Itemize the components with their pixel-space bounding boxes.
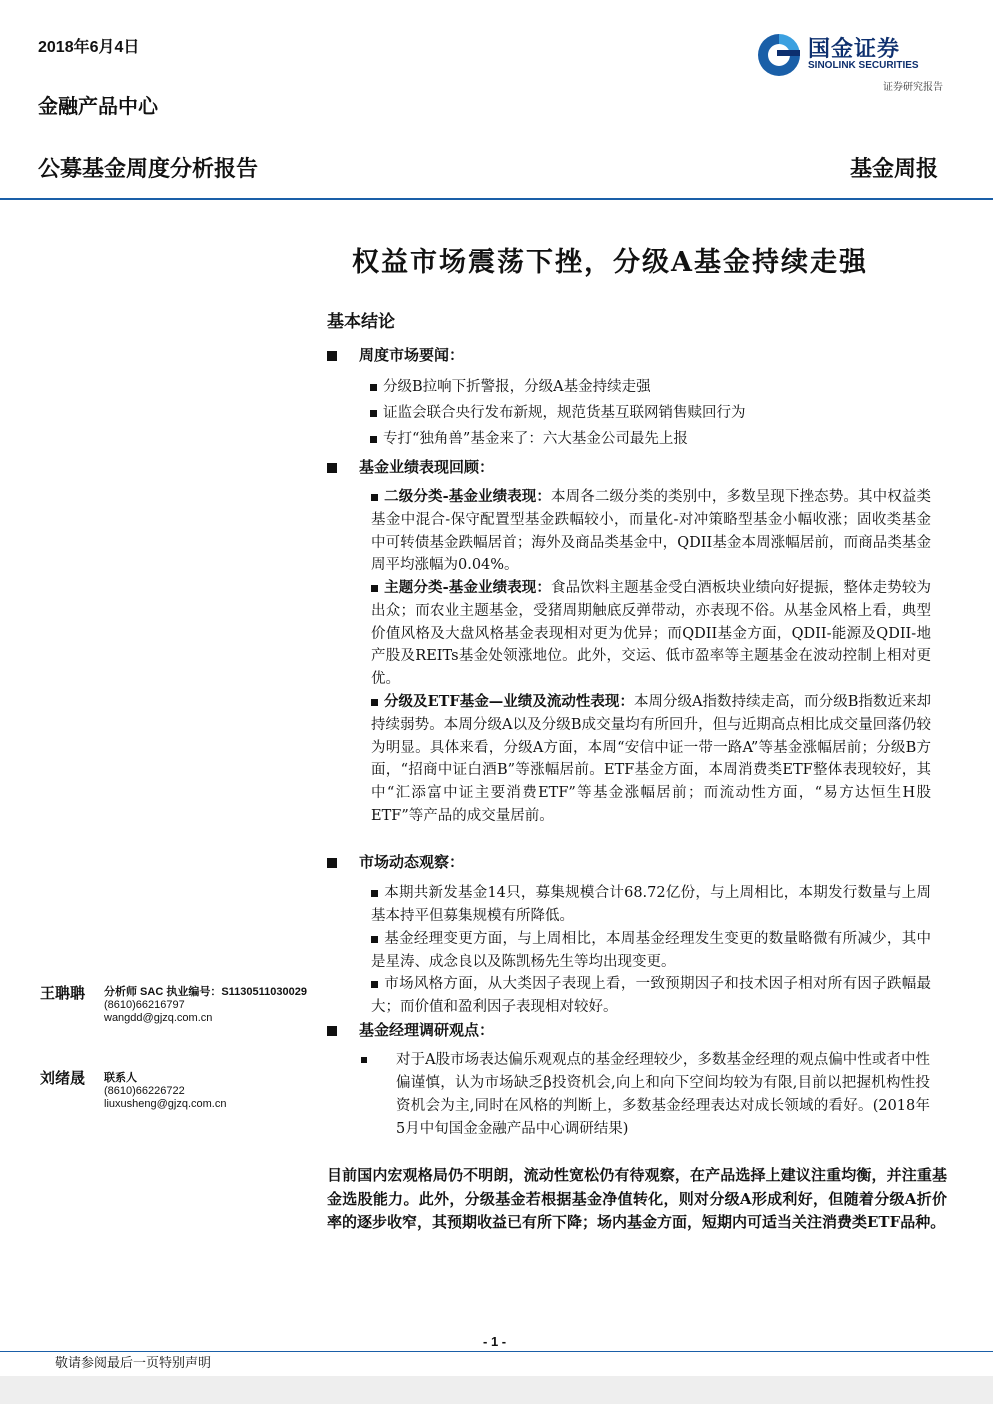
analyst-role: 分析师 SAC 执业编号：S1130511030029 [104, 986, 307, 998]
section-heading-manager: 基金经理调研观点： [327, 1019, 494, 1040]
list-item: 分级B拉响下折警报，分级A基金持续走强 [370, 375, 651, 396]
list-item: 本期共新发基金14只，募集规模合计68.72亿份，与上周相比，本期发行数量与上周基本持平但募集规模有所降低。 [371, 885, 931, 924]
page-number: - 1 - [483, 1334, 507, 1349]
logo-chinese-name: 国金证券 [808, 36, 901, 62]
basic-conclusion-label: 基本结论 [327, 312, 395, 332]
small-square-bullet-icon [361, 1057, 367, 1063]
sinolink-logo-icon [756, 32, 802, 78]
center-name: 金融产品中心 [38, 94, 158, 118]
logo-subtitle: 证券研究报告 [883, 82, 943, 93]
square-bullet-icon [327, 1026, 337, 1036]
header-divider [0, 198, 993, 200]
analyst-role: 联系人 [104, 1072, 137, 1084]
section-heading-performance: 基金业绩表现回顾： [327, 456, 494, 477]
small-square-bullet-icon [371, 981, 378, 988]
small-square-bullet-icon [371, 585, 378, 592]
square-bullet-icon [327, 351, 337, 361]
analyst-email[interactable]: wangdd@gjzq.com.cn [104, 1012, 213, 1024]
list-item: 市场风格方面，从大类因子表现上看，一致预期因子和技术因子相对所有因子跌幅最大；而价值和盈利因子表现相对较好。 [371, 976, 931, 1015]
conclusion-paragraph: 目前国内宏观格局仍不明朗，流动性宽松仍有待观察，在产品选择上建议注重均衡，并注重基金选股能力。此外，分级基金若根据基金净值转化，则对分级A形成利好，但随着分级A折价率的逐步收窄，其预期收益已有所下降；场内基金方面，短期内可适当关注消费类ETF品种。 [327, 1166, 947, 1231]
small-square-bullet-icon [370, 436, 377, 443]
section-heading-market: 市场动态观察： [327, 851, 464, 872]
analyst-phone: (8610)66226722 [104, 1085, 185, 1097]
report-category: 基金周报 [849, 156, 938, 182]
square-bullet-icon [327, 463, 337, 473]
analyst-phone: (8610)66216797 [104, 999, 185, 1011]
footer-disclaimer: 敬请参阅最后一页特别声明 [55, 1356, 212, 1371]
small-square-bullet-icon [371, 699, 378, 706]
small-square-bullet-icon [371, 890, 378, 897]
list-item: 基金经理变更方面，与上周相比，本周基金经理发生变更的数量略微有所减少，其中是星涛、成念良以及陈凯杨先生等均出现变更。 [371, 931, 931, 970]
square-bullet-icon [327, 858, 337, 868]
performance-paragraph-1: 二级分类-基金业绩表现：本周各二级分类的类别中，多数呈现下挫态势。其中权益类基金中混合-保守配置型基金跌幅较小，而量化-对冲策略型基金小幅收涨；固收类基金中可转债基金跌幅居首；海外及商品类基金中，QDII基金本周涨幅居前，而商品类基金周平均涨幅为0.04%。 [371, 488, 931, 574]
analyst-email[interactable]: liuxusheng@gjzq.com.cn [104, 1098, 227, 1110]
page-bottom-band [0, 1376, 993, 1404]
small-square-bullet-icon [371, 936, 378, 943]
small-square-bullet-icon [370, 410, 377, 417]
analyst-contact [104, 1072, 226, 1111]
report-date: 2018年6月4日 [38, 39, 140, 56]
analyst-name: 刘绪晟 [40, 1069, 86, 1087]
section-heading-weekly-news: 周度市场要闻： [327, 344, 464, 365]
logo-english-name: SINOLINK SECURITIES [808, 60, 919, 71]
report-title: 权益市场震荡下挫，分级A基金持续走强 [352, 247, 868, 278]
small-square-bullet-icon [371, 494, 378, 501]
manager-view-paragraph: 对于A股市场表达偏乐观观点的基金经理较少，多数基金经理的观点偏中性或者中性偏谨慎，认为市场缺乏β投资机会,向上和向下空间均较为有限,目前以把握机构性投资机会为主,同时在风格的判断上，多数基金经理表达对成长领域的看好。(2018年5月中旬国金金融产品中心调研结果) [396, 1052, 930, 1137]
analyst-name: 王聃聃 [40, 984, 86, 1002]
performance-paragraph-3: 分级及ETF基金—业绩及流动性表现：本周分级A指数持续走高，而分级B指数近来却持续弱势。本周分级A以及分级B成交量均有所回升，但与近期高点相比成交量回落仍较为明显。具体来看，分级A方面，本周“安信中证一带一路A”等基金涨幅居前；分级B方面，“招商中证白酒B”等涨幅居前。ETF基金方面，本周消费类ETF整体表现较好，其中“汇添富中证主要消费ETF”等基金涨幅居前；而流动性方面，“易方达恒生H股ETF”等产品的成交量居前。 [371, 693, 931, 824]
small-square-bullet-icon [370, 384, 377, 391]
analyst-contact [104, 986, 307, 1025]
performance-paragraph-2: 主题分类-基金业绩表现：食品饮料主题基金受白酒板块业绩向好提振，整体走势较为出众；而农业主题基金，受猪周期触底反弹带动，亦表现不俗。从基金风格上看，典型价值风格及大盘风格基金表现相对更为优异；而QDII基金方面，QDII-能源及QDII-地产股及REITs基金处领涨地位。此外，交运、低市盈率等主题基金在波动控制上相对更优。 [371, 579, 931, 688]
list-item: 专打“独角兽”基金来了：六大基金公司最先上报 [370, 427, 688, 448]
report-type: 公募基金周度分析报告 [38, 156, 259, 182]
list-item: 证监会联合央行发布新规，规范货基互联网销售赎回行为 [370, 401, 746, 422]
